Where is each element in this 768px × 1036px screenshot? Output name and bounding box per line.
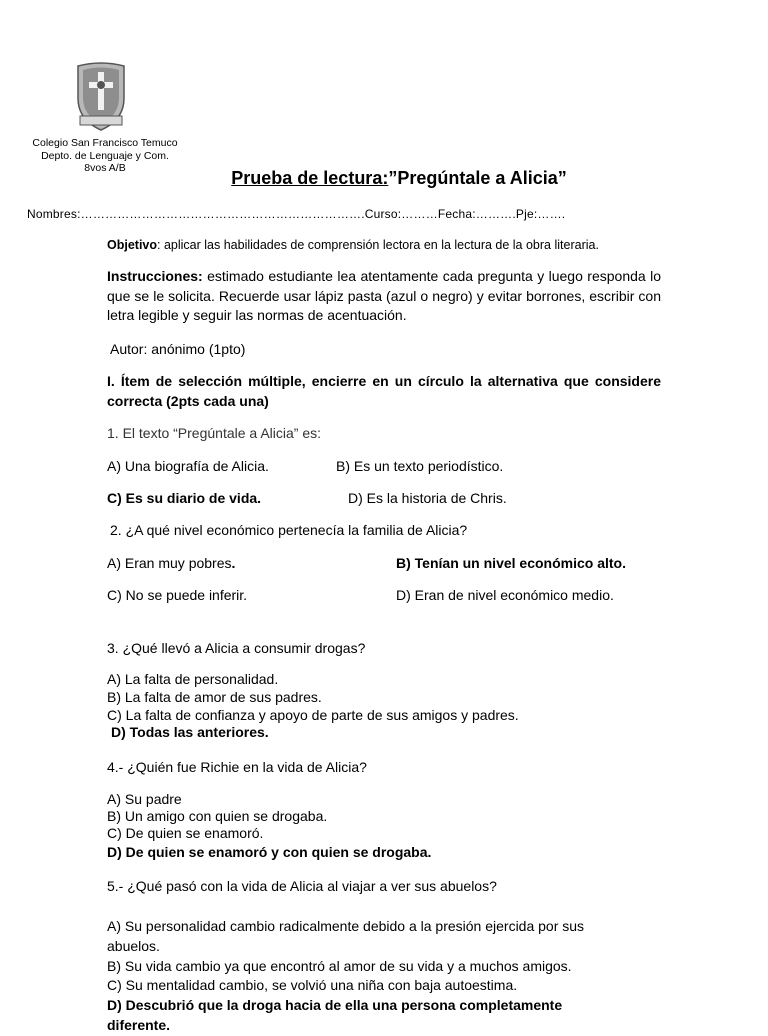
section-heading: I. Ítem de selección múltiple, encierre en un círculo la alternativa que considere correcta (2pts cada una)	[107, 373, 661, 409]
title-prefix: Prueba de lectura:	[231, 168, 389, 188]
instructions-text: estimado estudiante lea atentamente cada pregunta y luego responda lo que se le solicita. Recuerde usar lápiz pasta (azul o negro) y evitar borrones, escribir con letra legible y seguir las normas de acentuación.	[107, 268, 661, 323]
question-4: 4.- ¿Quién fue Richie en la vida de Alicia?	[107, 759, 367, 775]
q3-option-d: D) Todas las anteriores.	[111, 724, 269, 740]
objective	[107, 236, 599, 256]
q2-option-b: B) Tenían un nivel económico alto.	[396, 555, 626, 571]
question-2: 2. ¿A qué nivel económico pertenecía la familia de Alicia?	[110, 522, 468, 538]
school-name: Colegio San Francisco Temuco	[32, 137, 178, 149]
q1-option-d: D) Es la historia de Chris.	[348, 490, 507, 506]
q1-option-c: C) Es su diario de vida.	[107, 490, 262, 506]
question-3: 3. ¿Qué llevó a Alicia a consumir drogas?	[107, 640, 366, 656]
objective-text: : aplicar las habilidades de comprensión lectora en la lectura de la obra literaria.	[157, 238, 599, 252]
instructions-label: Instrucciones:	[107, 268, 203, 284]
q4-option-a: A) Su padre	[107, 791, 182, 807]
student-info-line: Nombres:…………………………………………………………….Curso:………Fecha:……….Pje:…….	[27, 207, 566, 221]
question-5: 5.- ¿Qué pasó con la vida de Alicia al viajar a ver sus abuelos?	[107, 878, 497, 894]
q3-option-a: A) La falta de personalidad.	[107, 671, 279, 687]
department-name: Depto. de Lenguaje y Com.	[41, 149, 169, 162]
school-crest-logo	[72, 58, 130, 132]
course-level: 8vos A/B	[84, 162, 126, 174]
q5-option-d-line2: diferente.	[107, 1017, 171, 1033]
q2-option-d: D) Eran de nivel económico medio.	[396, 587, 614, 603]
q2-option-a-text: A) Eran muy pobres	[107, 555, 232, 571]
q3-option-c: C) La falta de confianza y apoyo de parte de sus amigos y padres.	[107, 707, 519, 723]
author-line: Autor: anónimo (1pto)	[110, 341, 246, 357]
q3-option-b: B) La falta de amor de sus padres.	[107, 689, 322, 705]
q2-option-a-dot: .	[231, 555, 236, 571]
page-title	[0, 168, 768, 189]
q5-option-d-line1: D) Descubrió que la droga hacia de ella una persona completamente	[107, 997, 563, 1013]
q4-option-d: D) De quien se enamoró y con quien se drogaba.	[107, 844, 432, 860]
q5-option-a-line1: A) Su personalidad cambio radicalmente debido a la presión ejercida por sus	[107, 918, 585, 934]
q5-option-c: C) Su mentalidad cambio, se volvió una niña con baja autoestima.	[107, 977, 518, 993]
q5-option-b: B) Su vida cambio ya que encontró al amor de su vida y a muchos amigos.	[107, 958, 572, 974]
instructions	[107, 267, 661, 326]
q2-option-a	[107, 554, 235, 574]
q1-option-a: A) Una biografía de Alicia.	[107, 458, 269, 474]
objective-label: Objetivo	[107, 238, 158, 252]
q4-option-b: B) Un amigo con quien se drogaba.	[107, 808, 328, 824]
q5-option-a-line2: abuelos.	[107, 938, 160, 954]
q2-option-c: C) No se puede inferir.	[107, 587, 248, 603]
title-suffix: ”Pregúntale a Alicia”	[388, 168, 567, 188]
q4-option-c: C) De quien se enamoró.	[107, 825, 264, 841]
q1-option-b: B) Es un texto periodístico.	[336, 458, 504, 474]
question-1: 1. El texto “Pregúntale a Alicia” es:	[107, 425, 321, 441]
